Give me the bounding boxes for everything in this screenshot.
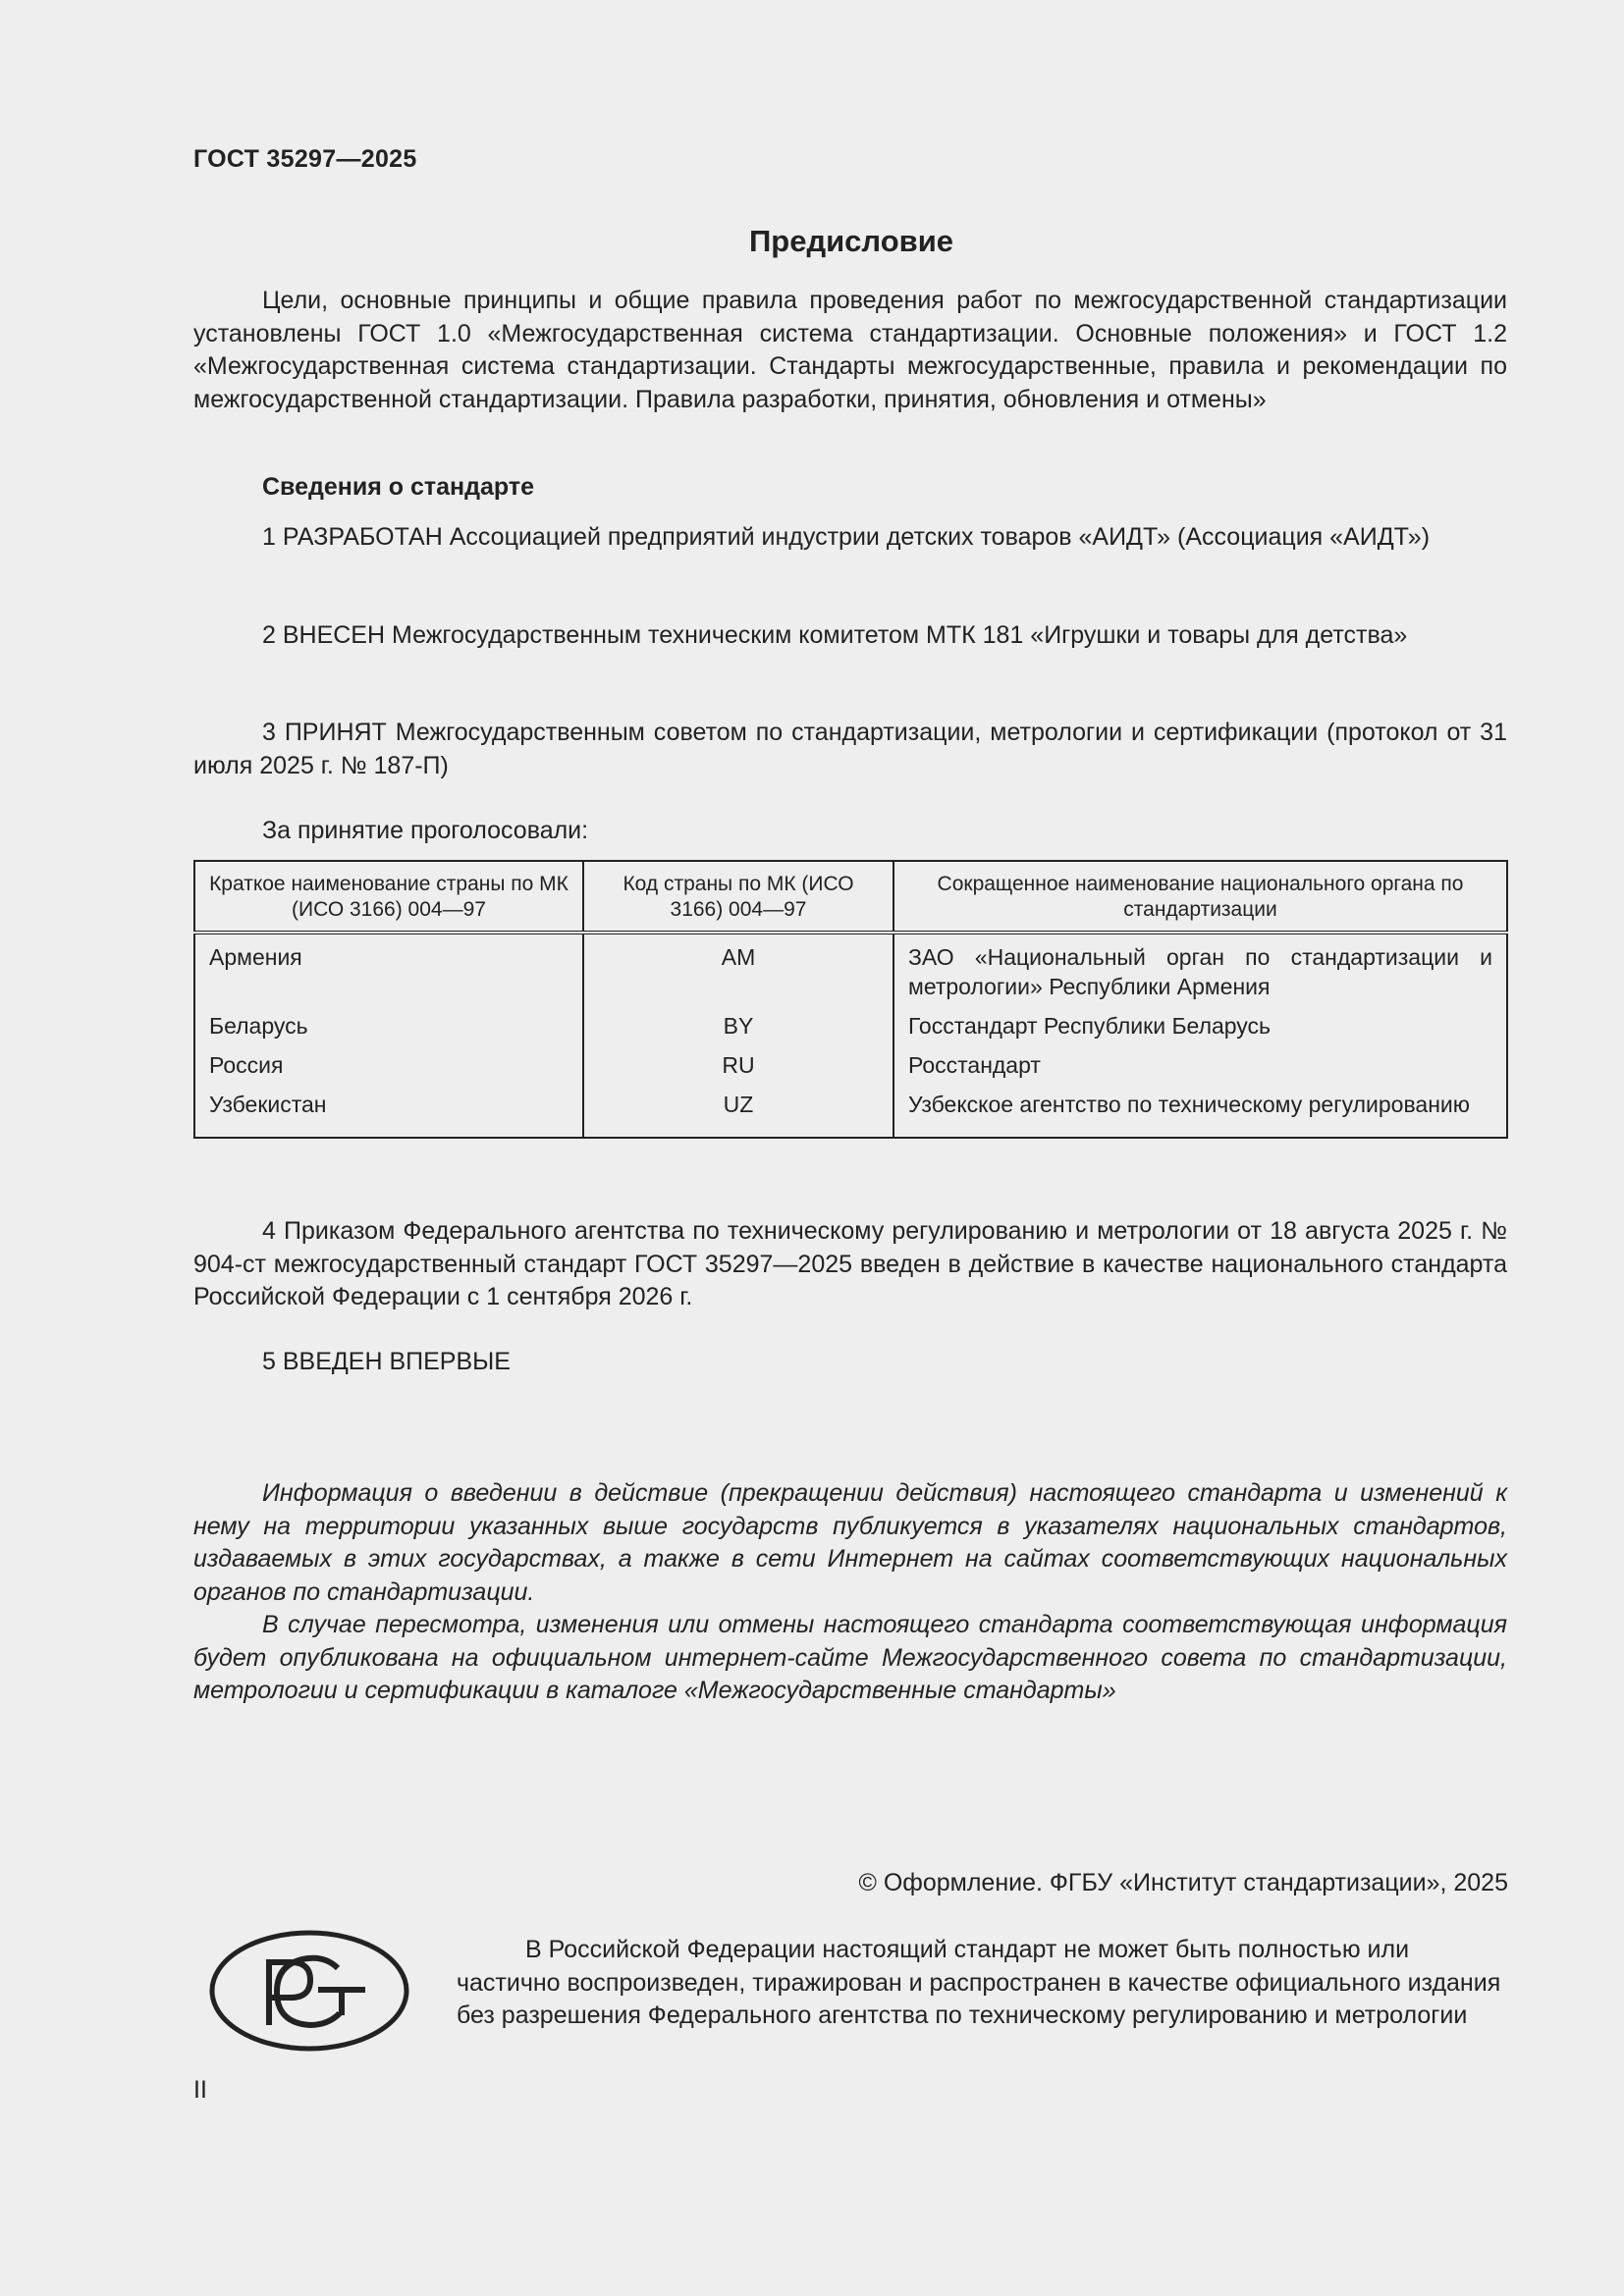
col-header-body: Сокращенное наименование национального органа по стандартизации — [893, 861, 1507, 933]
notice-block — [193, 1477, 1507, 1708]
table-row — [194, 1009, 1507, 1048]
item-submitted: 2 ВНЕСЕН Межгосударственным техническим комитетом МТК 181 «Игрушки и товары для детства» — [262, 621, 1408, 649]
code-cell: AM — [583, 933, 893, 1009]
item-developed: 1 РАЗРАБОТАН Ассоциацией предприятий индустрии детских товаров «АИДТ» (Ассоциация «АИДТ») — [262, 523, 1431, 551]
code-cell: RU — [583, 1048, 893, 1088]
body-cell: Росстандарт — [893, 1048, 1507, 1088]
page-number: II — [193, 2076, 207, 2104]
copyright-line: © Оформление. ФГБУ «Институт стандартизации», 2025 — [858, 1869, 1508, 1896]
member-states-table — [193, 860, 1508, 1139]
notice-paragraph-revision: В случае пересмотра, изменения или отмены настоящего стандарта соответствующая информация будет опубликована на официальном интернет-сайте Межгосударственного совета по стандартизации, метрологии и сертификации в каталоге «Межгосударственные стандарты» — [193, 1611, 1507, 1704]
table-row — [194, 1088, 1507, 1138]
col-header-code: Код страны по МК (ИСО 3166) 004—97 — [583, 861, 893, 933]
item-first-introduced: 5 ВВЕДЕН ВПЕРВЫЕ — [262, 1348, 511, 1375]
code-cell: UZ — [583, 1088, 893, 1138]
body-cell: Узбекское агентство по техническому регулированию — [893, 1088, 1507, 1138]
table-header-row — [194, 861, 1507, 933]
notice-paragraph-info: Информация о введении в действие (прекращении действия) настоящего стандарта и изменений к нему на территории указанных выше государств публикуется в указателях национальных стандартов, издаваемых в этих государствах, а также в сети Интернет на сайтах соответствующих национальных органов по стандартизации. — [193, 1479, 1507, 1606]
col-header-country: Краткое наименование страны по МК (ИСО 3166) 004—97 — [194, 861, 583, 933]
rst-certification-mark-icon — [208, 1929, 410, 2053]
country-cell: Армения — [194, 933, 583, 1009]
body-cell: ЗАО «Национальный орган по стандартизации и метрологии» Республики Армения — [893, 933, 1507, 1009]
intro-paragraph: Цели, основные принципы и общие правила проведения работ по межгосударственной стандартизации установлены ГОСТ 1.0 «Межгосударственная система стандартизации. Основные положения» и ГОСТ 1.2 «Межгосударственная система стандартизации. Стандарты межгосударственные, правила и рекомендации по межгосударственной стандартизации. Правила разработки, принятия, обновления и отмены» — [193, 287, 1507, 413]
item-adopted: 3 ПРИНЯТ Межгосударственным советом по стандартизации, метрологии и сертификации (протокол от 31 июля 2025 г. № 187-П) — [193, 719, 1507, 779]
page-title: Предисловие — [748, 224, 953, 258]
table-row — [194, 933, 1507, 1009]
body-cell: Госстандарт Республики Беларусь — [893, 1009, 1507, 1048]
info-heading: Сведения о стандарте — [262, 473, 535, 501]
table-row — [194, 1048, 1507, 1088]
country-cell: Беларусь — [194, 1009, 583, 1048]
country-cell: Россия — [194, 1048, 583, 1088]
code-cell: BY — [583, 1009, 893, 1048]
country-cell: Узбекистан — [194, 1088, 583, 1138]
item-enacted: 4 Приказом Федерального агентства по техническому регулированию и метрологии от 18 августа 2025 г. № 904-ст межгосударственный стандарт ГОСТ 35297—2025 введен в действие в качестве национального стандарта Российской Федерации с 1 сентября 2026 г. — [193, 1217, 1507, 1310]
voted-label: За принятие проголосовали: — [262, 817, 589, 844]
document-id-header: ГОСТ 35297—2025 — [193, 145, 417, 173]
rights-notice: В Российской Федерации настоящий стандарт не может быть полностью или частично воспроизведен, тиражирован и распространен в качестве официального издания без разрешения Федерального агентства по техническому регулированию и метрологии — [457, 1936, 1501, 2029]
